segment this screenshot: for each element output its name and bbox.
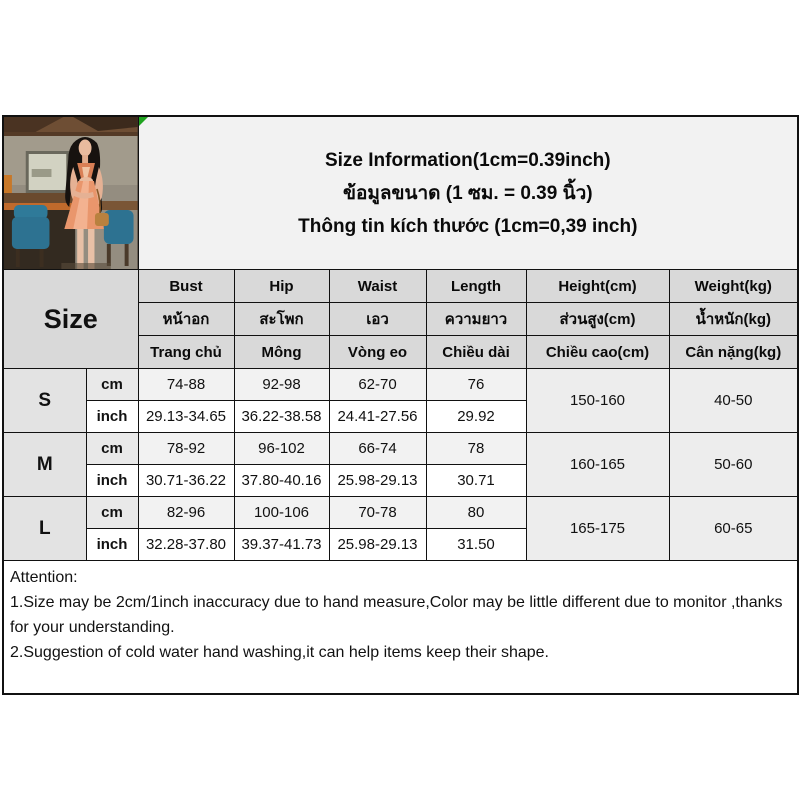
cell-s-cm-waist: 62-70 [329, 369, 426, 401]
cell-s-height: 150-160 [526, 369, 669, 433]
cell-s-cm-length: 76 [426, 369, 526, 401]
cell-m-cm-length: 78 [426, 433, 526, 465]
cell-l-inch-bust: 32.28-37.80 [138, 529, 234, 561]
title-vietnamese: Thông tin kích thước (1cm=0,39 inch) [298, 215, 638, 237]
header-length-en: Length [426, 270, 526, 303]
cell-l-weight: 60-65 [669, 497, 798, 561]
cell-s-cm-bust: 74-88 [138, 369, 234, 401]
header-weight-en: Weight(kg) [669, 270, 798, 303]
cell-m-inch-waist: 25.98-29.13 [329, 465, 426, 497]
size-label-l: L [3, 497, 86, 561]
cell-s-inch-waist: 24.41-27.56 [329, 401, 426, 433]
attention-heading: Attention: [10, 569, 78, 586]
title-english: Size Information(1cm=0.39inch) [324, 149, 611, 171]
cell-l-cm-hip: 100-106 [234, 497, 329, 529]
header-weight-vi: Cân nặng(kg) [669, 336, 798, 369]
cell-m-height: 160-165 [526, 433, 669, 497]
cell-m-cm-hip: 96-102 [234, 433, 329, 465]
cell-l-cm-bust: 82-96 [138, 497, 234, 529]
cell-m-weight: 50-60 [669, 433, 798, 497]
header-bust-th: หน้าอก [138, 303, 234, 336]
handbag [95, 213, 109, 226]
size-table [2, 115, 799, 695]
header-height-en: Height(cm) [526, 270, 669, 303]
title-thai: ข้อมูลขนาด (1 ซม. = 0.39 นิ้ว) [342, 182, 593, 204]
header-hip-en: Hip [234, 270, 329, 303]
cell-s-inch-hip: 36.22-38.58 [234, 401, 329, 433]
blue-chair-left [14, 205, 48, 219]
title-cell [138, 116, 798, 270]
size-label-s: S [3, 369, 86, 433]
bar-counter [4, 193, 75, 203]
header-height-vi: Chiều cao(cm) [526, 336, 669, 369]
header-bust-vi: Trang chủ [138, 336, 234, 369]
cell-l-inch-waist: 25.98-29.13 [329, 529, 426, 561]
unit-inch: inch [86, 529, 138, 561]
unit-inch: inch [86, 401, 138, 433]
cell-s-cm-hip: 92-98 [234, 369, 329, 401]
header-length-vi: Chiều dài [426, 336, 526, 369]
cell-m-cm-bust: 78-92 [138, 433, 234, 465]
cell-l-cm-waist: 70-78 [329, 497, 426, 529]
unit-inch: inch [86, 465, 138, 497]
header-length-th: ความยาว [426, 303, 526, 336]
cell-s-weight: 40-50 [669, 369, 798, 433]
cell-l-inch-hip: 39.37-41.73 [234, 529, 329, 561]
cell-s-inch-length: 29.92 [426, 401, 526, 433]
header-weight-th: น้ำหนัก(kg) [669, 303, 798, 336]
cell-m-inch-hip: 37.80-40.16 [234, 465, 329, 497]
product-photo [4, 117, 138, 269]
unit-cm: cm [86, 433, 138, 465]
product-photo-cell [3, 116, 138, 270]
attention-line-1: 1.Size may be 2cm/1inch inaccuracy due to hand measure,Color may be little different due to monitor ,thanks for your understanding. [10, 594, 783, 636]
cell-m-inch-bust: 30.71-36.22 [138, 465, 234, 497]
comment-marker-icon [139, 117, 148, 126]
unit-cm: cm [86, 369, 138, 401]
header-hip-th: สะโพก [234, 303, 329, 336]
header-bust-en: Bust [138, 270, 234, 303]
header-waist-vi: Vòng eo [329, 336, 426, 369]
cell-l-inch-length: 31.50 [426, 529, 526, 561]
cell-s-inch-bust: 29.13-34.65 [138, 401, 234, 433]
header-hip-vi: Mông [234, 336, 329, 369]
header-waist-th: เอว [329, 303, 426, 336]
attention-line-2: 2.Suggestion of cold water hand washing,it can help items keep their shape. [10, 644, 549, 661]
cell-l-height: 165-175 [526, 497, 669, 561]
unit-cm: cm [86, 497, 138, 529]
cell-l-cm-length: 80 [426, 497, 526, 529]
cell-m-inch-length: 30.71 [426, 465, 526, 497]
size-label-m: M [3, 433, 86, 497]
attention-note [3, 561, 798, 695]
cell-m-cm-waist: 66-74 [329, 433, 426, 465]
header-height-th: ส่วนสูง(cm) [526, 303, 669, 336]
header-waist-en: Waist [329, 270, 426, 303]
size-header: Size [3, 270, 138, 369]
